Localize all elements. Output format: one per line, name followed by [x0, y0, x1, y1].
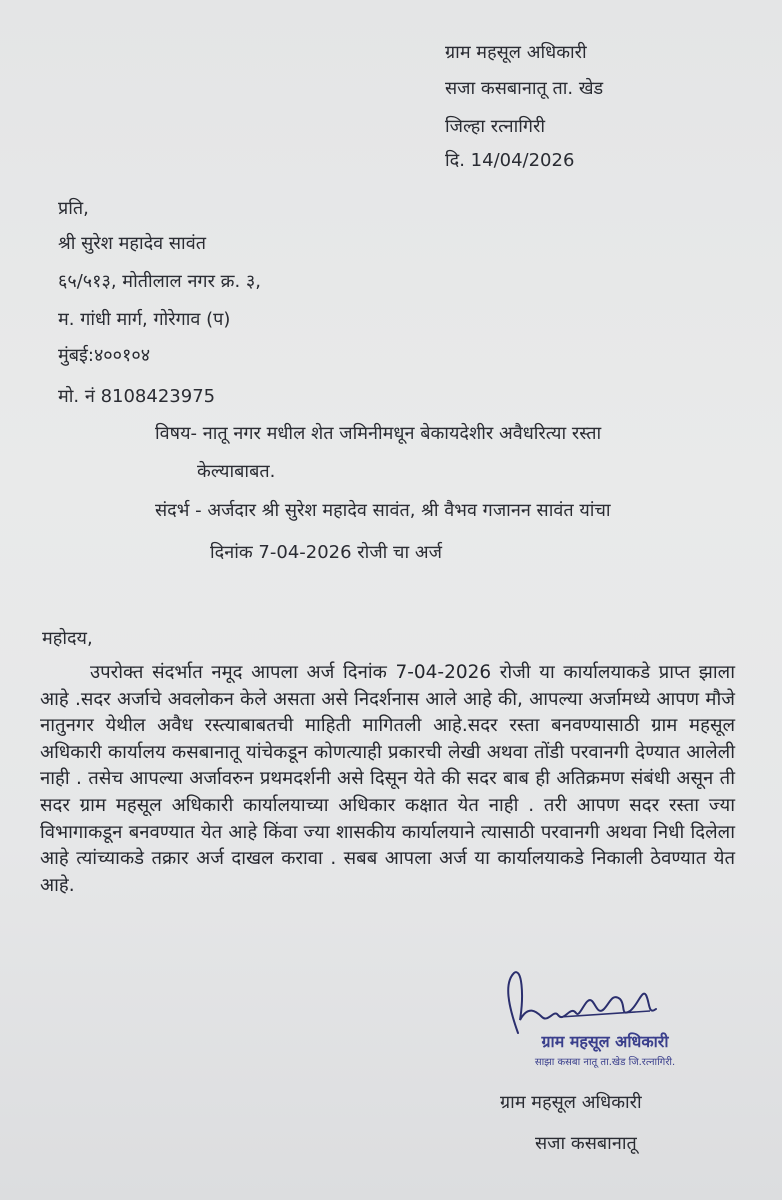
letter-date: दि. 14/04/2026 [445, 150, 575, 171]
signoff-office: सजा कसबानातू [535, 1133, 637, 1154]
recipient-mobile: मो. नं 8108423975 [58, 386, 216, 407]
recipient-city: मुंबई:४००१०४ [58, 345, 151, 366]
sender-designation: ग्राम महसूल अधिकारी [445, 42, 587, 63]
recipient-address-line2: म. गांधी मार्ग, गोरेगाव (प) [58, 309, 231, 330]
recipient-address-line1: ६५/५१३, मोतीलाल नगर क्र. ३, [58, 271, 262, 292]
signoff-designation: ग्राम महसूल अधिकारी [500, 1092, 642, 1113]
body-paragraph: उपरोक्त संदर्भात नमूद आपला अर्ज दिनांक 7-04-2026 रोजी या कार्यालयाकडे प्राप्त झाला आहे .सदर अर्जाचे अवलोकन केले असता असे निदर्शनास आले आहे की, आपल्या अर्जामध्ये आपण मौजे नातुनगर येथील अवैध रस्त्याबाबतची माहिती मागितली आहे.सदर रस्ता बनवण्यासाठी ग्राम महसूल अधिकारी कार्यालय कसबानातू यांचेकडून कोणत्याही प्रकारची लेखी अथवा तोंडी परवानगी देण्यात आलेली नाही . तसेच आपल्या अर्जावरुन प्रथमदर्शनी असे दिसून येते की सदर बाब ही अतिक्रमण संबंधी असून ती सदर ग्राम महसूल अधिकारी कार्यालयाच्या अधिकार कक्षात येत नाही . तरी आपण सदर रस्ता ज्या विभागाकडून बनवण्यात येत आहे किंवा ज्या शासकीय कार्यालयाने त्यासाठी परवानगी अथवा निधी दिलेला आहे त्यांच्याकडे तक्रार अर्ज दाखल करावा . सबब आपला अर्ज या कार्यालयाकडे निकाली ठेवण्यात येत आहे. [40, 662, 735, 896]
recipient-name: श्री सुरेश महादेव सावंत [58, 233, 206, 254]
official-stamp [500, 1030, 710, 1068]
stamp-title: ग्राम महसूल अधिकारी [541, 1032, 669, 1051]
salutation: महोदय, [42, 628, 93, 649]
sender-office: सजा कसबानातू ता. खेड [445, 78, 604, 99]
subject-line2: केल्याबाबत. [197, 461, 276, 482]
stamp-subtitle: साझा कसबा नातू ता.खेड जि.रत्नागिरी. [534, 1057, 676, 1068]
recipient-to: प्रति, [58, 198, 89, 219]
reference-line2: दिनांक 7-04-2026 रोजी चा अर्ज [210, 542, 442, 563]
subject-line1: विषय- नातू नगर मधील शेत जमिनीमधून बेकायदेशीर अवैधरित्या रस्ता [155, 423, 602, 444]
sender-district: जिल्हा रत्नागिरी [445, 116, 546, 137]
reference-line1: संदर्भ - अर्जदार श्री सुरेश महादेव सावंत, श्री वैभव गजानन सावंत यांचा [155, 500, 611, 521]
signature-image [500, 965, 670, 1035]
letter-body [40, 660, 735, 899]
